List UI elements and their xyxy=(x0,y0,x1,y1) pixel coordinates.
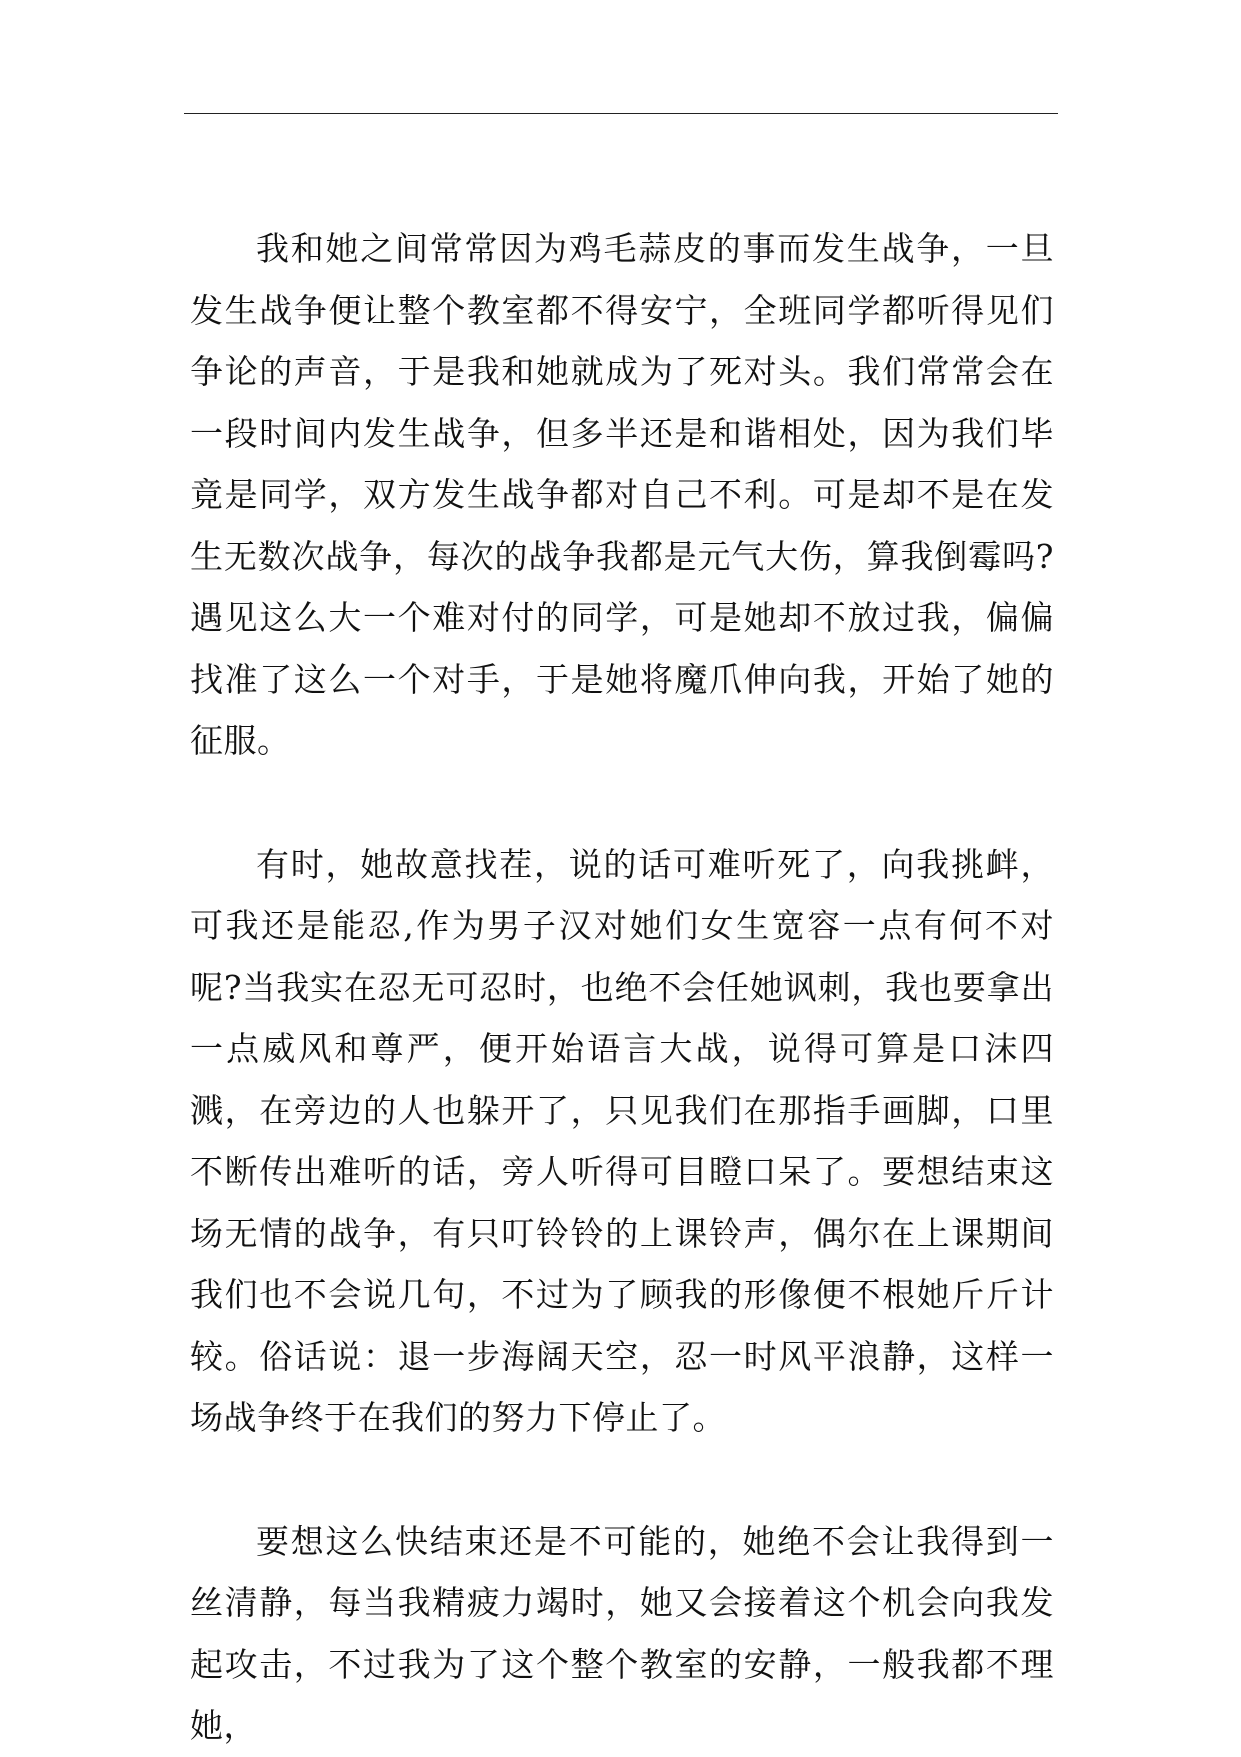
paragraph-3: 要想这么快结束还是不可能的，她绝不会让我得到一丝清静，每当我精疲力竭时，她又会接着这个机会向我发起攻击，不过我为了这个整个教室的安静，一般我都不理她， xyxy=(190,1521,1054,1745)
document-body xyxy=(190,218,1054,1757)
header-divider xyxy=(184,113,1058,114)
paragraph-2: 有时，她故意找茬，说的话可难听死了，向我挑衅，可我还是能忍,作为男子汉对她们女生宽容一点有何不对呢?当我实在忍无可忍时，也绝不会任她讽刺，我也要拿出一点威风和尊严，便开始语言大战，说得可算是口沫四溅，在旁边的人也躲开了，只见我们在那指手画脚，口里不断传出难听的话，旁人听得可目瞪口呆了。要想结束这场无情的战争，有只叮铃铃的上课铃声，偶尔在上课期间我们也不会说几句，不过为了顾我的形像便不根她斤斤计较。俗话说：退一步海阔天空，忍一时风平浪静，这样一场战争终于在我们的努力下停止了。 xyxy=(190,844,1054,1437)
paragraph-1: 我和她之间常常因为鸡毛蒜皮的事而发生战争，一旦发生战争便让整个教室都不得安宁，全班同学都听得见们争论的声音，于是我和她就成为了死对头。我们常常会在一段时间内发生战争，但多半还是和谐相处，因为我们毕竟是同学，双方发生战争都对自己不利。可是却不是在发生无数次战争，每次的战争我都是元气大伤，算我倒霉吗?遇见这么大一个难对付的同学，可是她却不放过我，偏偏找准了这么一个对手，于是她将魔爪伸向我，开始了她的征服。 xyxy=(190,229,1054,760)
